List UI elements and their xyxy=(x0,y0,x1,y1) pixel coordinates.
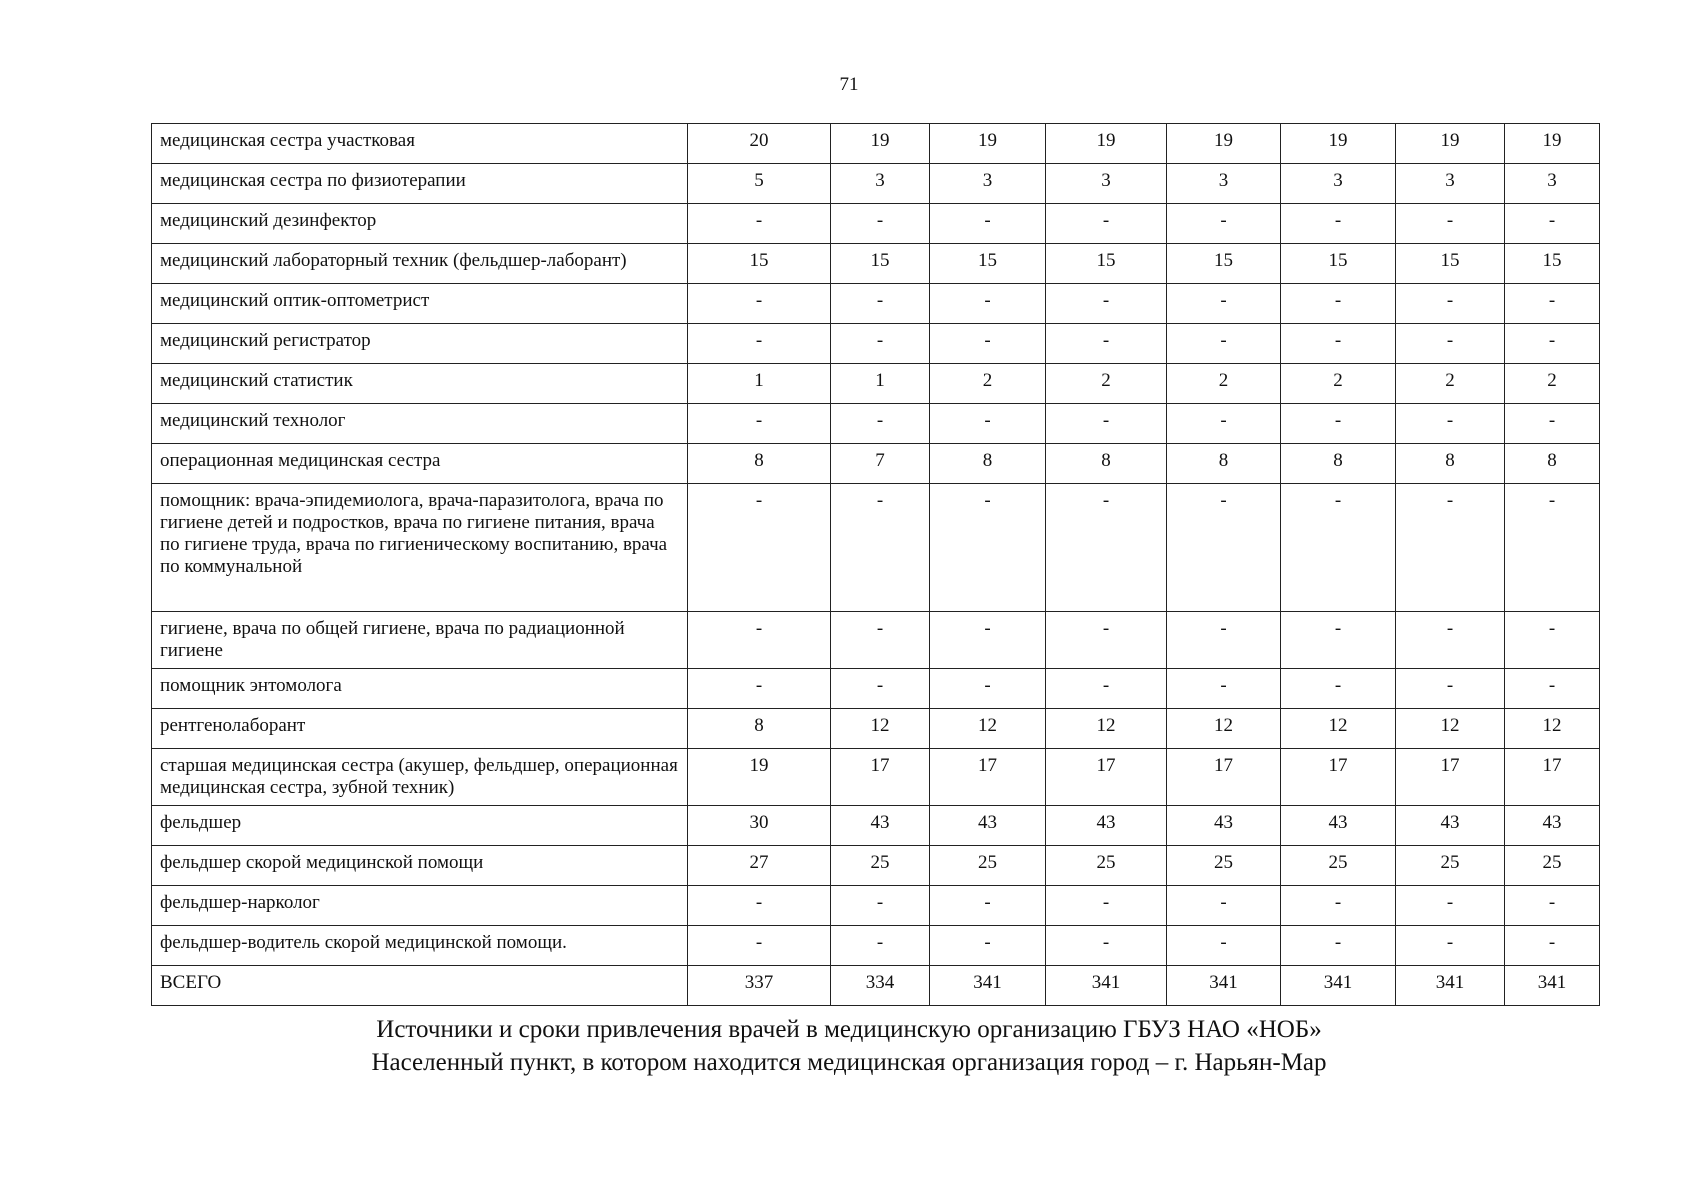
value-cell: - xyxy=(930,612,1046,669)
table-row xyxy=(152,709,1600,749)
value-cell: 8 xyxy=(1505,444,1600,484)
value-cell: 25 xyxy=(1281,846,1396,886)
value-cell: - xyxy=(1281,404,1396,444)
value-cell: 334 xyxy=(831,966,930,1006)
value-cell: 341 xyxy=(1167,966,1281,1006)
table-row xyxy=(152,124,1600,164)
value-cell: - xyxy=(1167,324,1281,364)
row-label: ВСЕГО xyxy=(152,966,688,1006)
value-cell: - xyxy=(930,324,1046,364)
table-row xyxy=(152,364,1600,404)
section-heading xyxy=(0,1013,1698,1079)
table-row xyxy=(152,612,1600,669)
value-cell: - xyxy=(1167,204,1281,244)
value-cell: - xyxy=(1505,204,1600,244)
value-cell: 15 xyxy=(930,244,1046,284)
value-cell: - xyxy=(1505,324,1600,364)
value-cell: - xyxy=(1167,404,1281,444)
table-row xyxy=(152,284,1600,324)
row-label: операционная медицинская сестра xyxy=(152,444,688,484)
value-cell: - xyxy=(1281,324,1396,364)
value-cell: 20 xyxy=(688,124,831,164)
value-cell: - xyxy=(1396,204,1505,244)
value-cell: 12 xyxy=(1046,709,1167,749)
value-cell: - xyxy=(1281,926,1396,966)
table-row xyxy=(152,324,1600,364)
table-row xyxy=(152,749,1600,806)
value-cell: - xyxy=(1046,669,1167,709)
value-cell: 2 xyxy=(1396,364,1505,404)
staff-table xyxy=(151,123,1600,1006)
value-cell: 15 xyxy=(1505,244,1600,284)
value-cell: 25 xyxy=(1505,846,1600,886)
value-cell: - xyxy=(831,612,930,669)
page-number: 71 xyxy=(839,74,859,95)
value-cell: 12 xyxy=(1396,709,1505,749)
section-heading-line-2: Населенный пункт, в котором находится медицинская организация город – г. Нарьян-Мар xyxy=(371,1049,1327,1076)
table-row xyxy=(152,204,1600,244)
row-label: фельдшер скорой медицинской помощи xyxy=(152,846,688,886)
value-cell: 8 xyxy=(688,444,831,484)
value-cell: 2 xyxy=(1046,364,1167,404)
value-cell: - xyxy=(1281,284,1396,324)
value-cell: - xyxy=(688,612,831,669)
value-cell: - xyxy=(1396,484,1505,612)
value-cell: - xyxy=(831,324,930,364)
table-row xyxy=(152,669,1600,709)
value-cell: - xyxy=(1167,484,1281,612)
value-cell: 27 xyxy=(688,846,831,886)
value-cell: - xyxy=(930,669,1046,709)
value-cell: 2 xyxy=(1281,364,1396,404)
value-cell: - xyxy=(930,484,1046,612)
value-cell: 3 xyxy=(831,164,930,204)
row-label: медицинская сестра участковая xyxy=(152,124,688,164)
value-cell: 17 xyxy=(1396,749,1505,806)
value-cell: - xyxy=(1505,404,1600,444)
value-cell: - xyxy=(1046,324,1167,364)
value-cell: - xyxy=(1046,204,1167,244)
table-row xyxy=(152,404,1600,444)
value-cell: 3 xyxy=(1396,164,1505,204)
value-cell: - xyxy=(930,886,1046,926)
value-cell: - xyxy=(831,284,930,324)
value-cell: - xyxy=(1167,886,1281,926)
value-cell: 15 xyxy=(1281,244,1396,284)
value-cell: - xyxy=(1505,284,1600,324)
value-cell: 341 xyxy=(1046,966,1167,1006)
value-cell: - xyxy=(1046,484,1167,612)
value-cell: 19 xyxy=(1505,124,1600,164)
value-cell: - xyxy=(1505,926,1600,966)
value-cell: 3 xyxy=(1505,164,1600,204)
row-label: медицинский оптик-оптометрист xyxy=(152,284,688,324)
row-label: гигиене, врача по общей гигиене, врача по радиационной гигиене xyxy=(152,612,688,669)
section-heading-line-1: Источники и сроки привлечения врачей в медицинскую организацию ГБУЗ НАО «НОБ» xyxy=(376,1016,1322,1043)
value-cell: 25 xyxy=(1396,846,1505,886)
value-cell: 12 xyxy=(1281,709,1396,749)
value-cell: 341 xyxy=(930,966,1046,1006)
row-label: медицинский статистик xyxy=(152,364,688,404)
row-label: медицинская сестра по физиотерапии xyxy=(152,164,688,204)
value-cell: 25 xyxy=(1046,846,1167,886)
row-label: фельдшер-нарколог xyxy=(152,886,688,926)
value-cell: 1 xyxy=(831,364,930,404)
table-row xyxy=(152,926,1600,966)
value-cell: 15 xyxy=(1046,244,1167,284)
value-cell: 8 xyxy=(930,444,1046,484)
value-cell: - xyxy=(1281,484,1396,612)
value-cell: 12 xyxy=(831,709,930,749)
value-cell: 8 xyxy=(1046,444,1167,484)
value-cell: 8 xyxy=(1396,444,1505,484)
value-cell: 43 xyxy=(831,806,930,846)
value-cell: - xyxy=(930,926,1046,966)
value-cell: 17 xyxy=(1281,749,1396,806)
table-row xyxy=(152,444,1600,484)
value-cell: - xyxy=(930,204,1046,244)
value-cell: - xyxy=(688,669,831,709)
value-cell: - xyxy=(831,926,930,966)
value-cell: 17 xyxy=(831,749,930,806)
value-cell: - xyxy=(688,404,831,444)
value-cell: - xyxy=(930,404,1046,444)
value-cell: - xyxy=(688,204,831,244)
value-cell: 5 xyxy=(688,164,831,204)
value-cell: 15 xyxy=(688,244,831,284)
value-cell: 3 xyxy=(1281,164,1396,204)
value-cell: 2 xyxy=(930,364,1046,404)
value-cell: - xyxy=(1167,926,1281,966)
value-cell: 17 xyxy=(1046,749,1167,806)
value-cell: 19 xyxy=(930,124,1046,164)
value-cell: 19 xyxy=(1167,124,1281,164)
value-cell: 15 xyxy=(1396,244,1505,284)
value-cell: 43 xyxy=(1396,806,1505,846)
value-cell: - xyxy=(1396,324,1505,364)
row-label: медицинский дезинфектор xyxy=(152,204,688,244)
value-cell: 8 xyxy=(1167,444,1281,484)
value-cell: - xyxy=(1167,669,1281,709)
value-cell: - xyxy=(1505,886,1600,926)
value-cell: 8 xyxy=(688,709,831,749)
value-cell: 2 xyxy=(1505,364,1600,404)
value-cell: - xyxy=(1046,886,1167,926)
value-cell: 19 xyxy=(831,124,930,164)
row-label: помощник энтомолога xyxy=(152,669,688,709)
value-cell: 19 xyxy=(688,749,831,806)
row-label: старшая медицинская сестра (акушер, фельдшер, операционная медицинская сестра, зубной техник) xyxy=(152,749,688,806)
value-cell: - xyxy=(1396,284,1505,324)
value-cell: 19 xyxy=(1281,124,1396,164)
value-cell: 15 xyxy=(1167,244,1281,284)
value-cell: 43 xyxy=(1281,806,1396,846)
value-cell: - xyxy=(1046,926,1167,966)
table-row xyxy=(152,806,1600,846)
row-label: медицинский технолог xyxy=(152,404,688,444)
value-cell: - xyxy=(1396,886,1505,926)
value-cell: - xyxy=(831,886,930,926)
value-cell: 43 xyxy=(1167,806,1281,846)
value-cell: 25 xyxy=(1167,846,1281,886)
row-label: рентгенолаборант xyxy=(152,709,688,749)
value-cell: 2 xyxy=(1167,364,1281,404)
value-cell: 3 xyxy=(1046,164,1167,204)
table-row xyxy=(152,886,1600,926)
value-cell: - xyxy=(1396,669,1505,709)
value-cell: - xyxy=(688,886,831,926)
value-cell: - xyxy=(1046,612,1167,669)
value-cell: - xyxy=(1281,669,1396,709)
value-cell: 30 xyxy=(688,806,831,846)
table-row xyxy=(152,164,1600,204)
value-cell: - xyxy=(831,669,930,709)
value-cell: - xyxy=(1396,926,1505,966)
value-cell: - xyxy=(1505,669,1600,709)
table-row xyxy=(152,244,1600,284)
value-cell: 17 xyxy=(1167,749,1281,806)
value-cell: 12 xyxy=(1167,709,1281,749)
value-cell: 1 xyxy=(688,364,831,404)
table-row xyxy=(152,846,1600,886)
row-label: медицинский лабораторный техник (фельдшер-лаборант) xyxy=(152,244,688,284)
value-cell: - xyxy=(1396,404,1505,444)
value-cell: 19 xyxy=(1396,124,1505,164)
value-cell: - xyxy=(1281,204,1396,244)
value-cell: - xyxy=(930,284,1046,324)
value-cell: - xyxy=(831,484,930,612)
value-cell: 3 xyxy=(930,164,1046,204)
value-cell: - xyxy=(688,284,831,324)
value-cell: 25 xyxy=(831,846,930,886)
value-cell: - xyxy=(1396,612,1505,669)
table-row xyxy=(152,484,1600,612)
value-cell: 341 xyxy=(1281,966,1396,1006)
value-cell: 8 xyxy=(1281,444,1396,484)
value-cell: - xyxy=(688,484,831,612)
value-cell: - xyxy=(688,324,831,364)
value-cell: - xyxy=(1046,284,1167,324)
value-cell: 25 xyxy=(930,846,1046,886)
value-cell: - xyxy=(1505,612,1600,669)
table-row xyxy=(152,966,1600,1006)
value-cell: - xyxy=(1281,612,1396,669)
value-cell: - xyxy=(831,204,930,244)
value-cell: 341 xyxy=(1396,966,1505,1006)
value-cell: 7 xyxy=(831,444,930,484)
value-cell: - xyxy=(1046,404,1167,444)
row-label: фельдшер xyxy=(152,806,688,846)
value-cell: - xyxy=(1167,284,1281,324)
value-cell: 43 xyxy=(930,806,1046,846)
row-label: помощник: врача-эпидемиолога, врача-паразитолога, врача по гигиене детей и подростков, врача по гигиене питания, врача по гигиене труда, врача по гигиеническому воспитанию, врача по коммунальной xyxy=(152,484,688,612)
value-cell: 15 xyxy=(831,244,930,284)
value-cell: 17 xyxy=(1505,749,1600,806)
value-cell: 43 xyxy=(1046,806,1167,846)
row-label: фельдшер-водитель скорой медицинской помощи. xyxy=(152,926,688,966)
value-cell: - xyxy=(1167,612,1281,669)
value-cell: - xyxy=(1281,886,1396,926)
value-cell: 3 xyxy=(1167,164,1281,204)
value-cell: 19 xyxy=(1046,124,1167,164)
value-cell: 12 xyxy=(1505,709,1600,749)
value-cell: - xyxy=(831,404,930,444)
value-cell: 17 xyxy=(930,749,1046,806)
table-body xyxy=(152,124,1600,1006)
row-label: медицинский регистратор xyxy=(152,324,688,364)
value-cell: 341 xyxy=(1505,966,1600,1006)
value-cell: 337 xyxy=(688,966,831,1006)
value-cell: 43 xyxy=(1505,806,1600,846)
value-cell: - xyxy=(688,926,831,966)
value-cell: 12 xyxy=(930,709,1046,749)
value-cell: - xyxy=(1505,484,1600,612)
